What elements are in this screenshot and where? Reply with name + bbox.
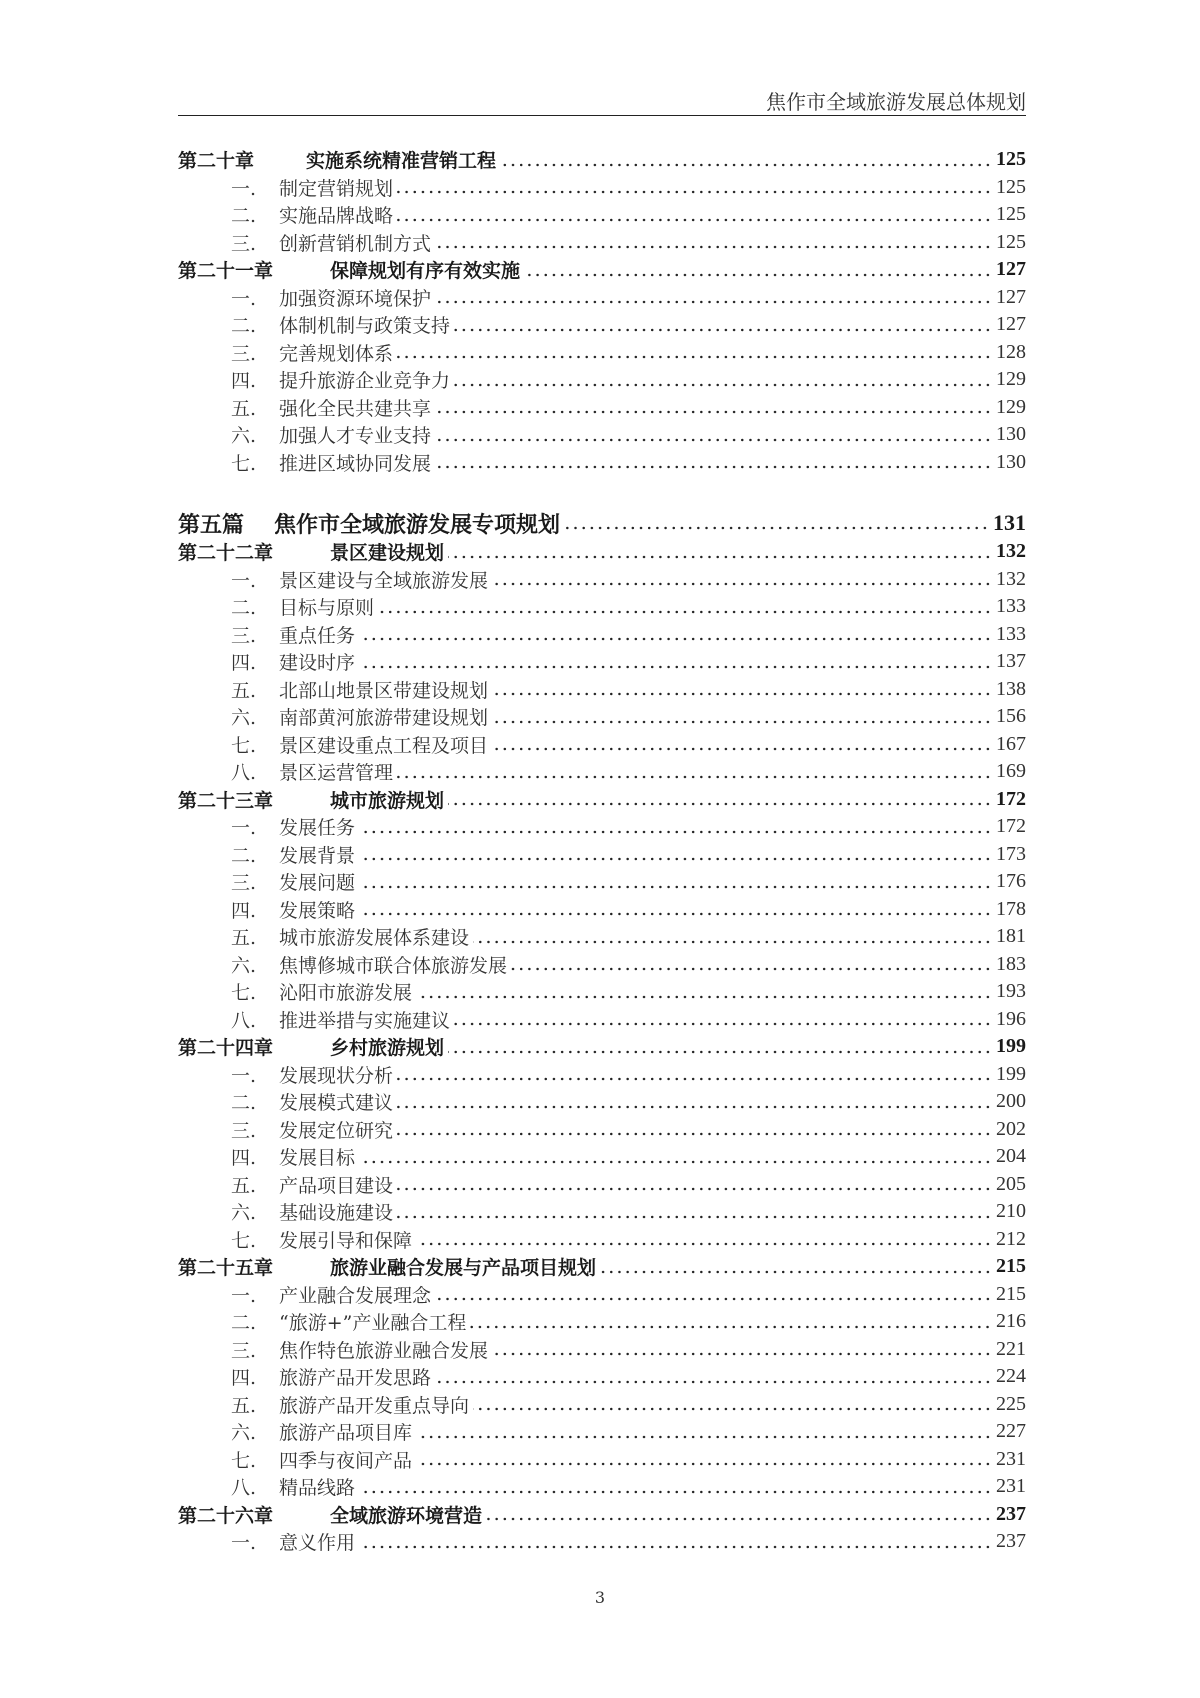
toc-entry-page: 127 xyxy=(996,285,1026,308)
toc-entry-number: 二. xyxy=(231,597,257,620)
toc-dot-leader xyxy=(378,610,992,614)
toc-dot-leader xyxy=(564,526,989,530)
page-number: 3 xyxy=(594,1588,606,1607)
running-header: 焦作市全域旅游发展总体规划 xyxy=(766,90,1026,114)
toc-entry-number: 七. xyxy=(231,1229,257,1252)
toc-dot-leader xyxy=(492,747,992,751)
toc-entry-page: 130 xyxy=(996,450,1026,473)
toc-dot-leader xyxy=(600,1270,992,1274)
toc-entry-page: 129 xyxy=(996,368,1026,391)
toc-entry-page: 205 xyxy=(996,1172,1026,1195)
toc-section-entry[interactable] xyxy=(178,174,1026,202)
toc-entry-title: 制定营销规划 xyxy=(279,177,394,200)
toc-entry-number: 一. xyxy=(231,1284,257,1307)
toc-entry-page: 127 xyxy=(996,313,1026,336)
toc-section-entry[interactable] xyxy=(178,1391,1026,1419)
toc-entry-title: 发展问题 xyxy=(279,872,356,895)
toc-dot-leader xyxy=(397,1077,992,1081)
toc-entry-title: 全域旅游环境营造 xyxy=(330,1504,483,1527)
toc-entry-number: 三. xyxy=(231,342,257,365)
toc-entry-number: 第二十章 xyxy=(178,150,255,173)
toc-entry-page: 199 xyxy=(996,1062,1026,1085)
toc-entry-number: 三. xyxy=(231,1119,257,1142)
toc-section-entry[interactable] xyxy=(178,896,1026,924)
toc-entry-page: 132 xyxy=(996,540,1026,563)
toc-dot-leader xyxy=(359,665,992,669)
toc-entry-page: 199 xyxy=(996,1035,1026,1058)
toc-entry-title: 实施系统精准营销工程 xyxy=(306,150,497,173)
toc-entry-number: 四. xyxy=(231,652,257,675)
toc-entry-title: 旅游产品开发思路 xyxy=(279,1367,432,1390)
toc-section-entry[interactable] xyxy=(178,731,1026,759)
toc-entry-title: 景区建设规划 xyxy=(330,542,445,565)
toc-entry-page: 128 xyxy=(996,340,1026,363)
toc-entry-page: 224 xyxy=(996,1365,1026,1388)
toc-entry-number: 二. xyxy=(231,844,257,867)
toc-entry-page: 125 xyxy=(996,230,1026,253)
toc-section-entry[interactable] xyxy=(178,1198,1026,1226)
toc-entry-page: 129 xyxy=(996,395,1026,418)
toc-entry-page: 200 xyxy=(996,1090,1026,1113)
toc-dot-leader xyxy=(359,885,992,889)
toc-section-entry[interactable] xyxy=(178,1308,1026,1336)
toc-entry-number: 八. xyxy=(231,1009,257,1032)
toc-entry-title: 发展策略 xyxy=(279,899,356,922)
toc-entry-number: 三. xyxy=(231,624,257,647)
toc-section-entry[interactable] xyxy=(178,1418,1026,1446)
toc-dot-leader xyxy=(359,830,992,834)
toc-entry-number: 五. xyxy=(231,1174,257,1197)
toc-entry-number: 七. xyxy=(231,452,257,475)
toc-entry-page: 204 xyxy=(996,1145,1026,1168)
toc-entry-number: 第二十六章 xyxy=(178,1504,274,1527)
toc-dot-leader xyxy=(416,1462,992,1466)
toc-entry-page: 156 xyxy=(996,705,1026,728)
toc-entry-title: 发展引导和保障 xyxy=(279,1229,413,1252)
toc-entry-number: 六. xyxy=(231,1422,257,1445)
toc-chapter-entry[interactable] xyxy=(178,1253,1026,1281)
toc-entry-title: 推进举措与实施建议 xyxy=(279,1009,451,1032)
toc-dot-leader xyxy=(435,465,992,469)
toc-dot-leader xyxy=(492,720,992,724)
toc-entry-title: 焦博修城市联合体旅游发展 xyxy=(279,954,508,977)
toc-dot-leader xyxy=(435,1380,992,1384)
toc-chapter-entry[interactable] xyxy=(178,256,1026,284)
toc-dot-leader xyxy=(470,1325,992,1329)
toc-dot-leader xyxy=(397,1105,992,1109)
toc-entry-title: 焦作特色旅游业融合发展 xyxy=(279,1339,489,1362)
toc-section-entry[interactable] xyxy=(178,813,1026,841)
toc-entry-page: 227 xyxy=(996,1420,1026,1443)
toc-chapter-entry[interactable] xyxy=(178,1033,1026,1061)
toc-dot-leader xyxy=(435,1297,992,1301)
toc-dot-leader xyxy=(397,775,992,779)
toc-entry-number: 二. xyxy=(231,1092,257,1115)
toc-entry-number: 六. xyxy=(231,425,257,448)
toc-entry-number: 八. xyxy=(231,762,257,785)
toc-section-entry[interactable] xyxy=(178,1226,1026,1254)
toc-section-entry[interactable] xyxy=(178,951,1026,979)
toc-section-entry[interactable] xyxy=(178,366,1026,394)
toc-dot-leader xyxy=(397,1215,992,1219)
toc-section-entry[interactable] xyxy=(178,1528,1026,1556)
toc-section-entry[interactable] xyxy=(178,1088,1026,1116)
toc-section-entry[interactable] xyxy=(178,978,1026,1006)
toc-entry-page: 196 xyxy=(996,1007,1026,1030)
toc-entry-number: 四. xyxy=(231,1147,257,1170)
toc-entry-page: 137 xyxy=(996,650,1026,673)
toc-entry-page: 225 xyxy=(996,1392,1026,1415)
toc-section-entry[interactable] xyxy=(178,566,1026,594)
toc-dot-leader xyxy=(511,967,992,971)
toc-entry-title: 发展任务 xyxy=(279,817,356,840)
toc-entry-title: 加强人才专业支持 xyxy=(279,425,432,448)
toc-entry-number: 一. xyxy=(231,569,257,592)
toc-entry-title: “旅游+”产业融合工程 xyxy=(279,1312,467,1335)
toc-entry-page: 173 xyxy=(996,842,1026,865)
toc-entry-title: 北部山地景区带建设规划 xyxy=(279,679,489,702)
toc-entry-page: 130 xyxy=(996,423,1026,446)
toc-section-entry[interactable] xyxy=(178,703,1026,731)
toc-entry-number: 一. xyxy=(231,287,257,310)
toc-dot-leader xyxy=(397,1187,992,1191)
toc-entry-title: 旅游产品项目库 xyxy=(279,1422,413,1445)
toc-entry-title: 发展背景 xyxy=(279,844,356,867)
toc-entry-number: 一. xyxy=(231,1532,257,1555)
toc-entry-page: 183 xyxy=(996,952,1026,975)
toc-chapter-entry[interactable] xyxy=(178,538,1026,566)
toc-entry-page: 167 xyxy=(996,732,1026,755)
toc-section-entry[interactable] xyxy=(178,923,1026,951)
toc-section-entry[interactable] xyxy=(178,1061,1026,1089)
toc-entry-title: 乡村旅游规划 xyxy=(330,1037,445,1060)
toc-dot-leader xyxy=(359,912,992,916)
toc-section-entry[interactable] xyxy=(178,229,1026,257)
toc-entry-number: 五. xyxy=(231,679,257,702)
toc-entry-title: 城市旅游规划 xyxy=(330,789,445,812)
toc-entry-title: 建设时序 xyxy=(279,652,356,675)
toc-dot-leader xyxy=(492,692,992,696)
toc-part-entry[interactable] xyxy=(178,508,1026,538)
toc-entry-number: 二. xyxy=(231,205,257,228)
toc-entry-title: 景区建设与全域旅游发展 xyxy=(279,569,489,592)
toc-entry-title: 基础设施建设 xyxy=(279,1202,394,1225)
toc-entry-page: 131 xyxy=(993,510,1026,535)
toc-entry-page: 237 xyxy=(996,1530,1026,1553)
toc-entry-title: 发展目标 xyxy=(279,1147,356,1170)
toc-dot-leader xyxy=(492,582,992,586)
toc-dot-leader xyxy=(416,1435,992,1439)
toc-entry-title: 强化全民共建共享 xyxy=(279,397,432,420)
toc-section-entry[interactable] xyxy=(178,1116,1026,1144)
toc-entry-page: 172 xyxy=(996,787,1026,810)
toc-entry-page: 169 xyxy=(996,760,1026,783)
toc-entry-title: 产品项目建设 xyxy=(279,1174,394,1197)
toc-entry-number: 八. xyxy=(231,1477,257,1500)
toc-entry-number: 三. xyxy=(231,232,257,255)
toc-entry-page: 172 xyxy=(996,815,1026,838)
toc-entry-page: 178 xyxy=(996,897,1026,920)
toc-entry-number: 六. xyxy=(231,954,257,977)
toc-entry-page: 132 xyxy=(996,567,1026,590)
toc-entry-page: 231 xyxy=(996,1447,1026,1470)
toc-dot-leader xyxy=(416,1242,992,1246)
toc-entry-title: 加强资源环境保护 xyxy=(279,287,432,310)
toc-section-entry[interactable] xyxy=(178,421,1026,449)
toc-entry-title: 提升旅游企业竞争力 xyxy=(279,370,451,393)
toc-entry-number: 七. xyxy=(231,982,257,1005)
toc-dot-leader xyxy=(435,410,992,414)
toc-entry-title: 发展现状分析 xyxy=(279,1064,394,1087)
toc-dot-leader xyxy=(359,637,992,641)
toc-section-entry[interactable] xyxy=(178,201,1026,229)
toc-section-entry[interactable] xyxy=(178,1006,1026,1034)
toc-chapter-entry[interactable] xyxy=(178,146,1026,174)
toc-entry-number: 五. xyxy=(231,927,257,950)
toc-dot-leader xyxy=(359,1490,992,1494)
toc-entry-number: 四. xyxy=(231,899,257,922)
toc-dot-leader xyxy=(448,555,992,559)
toc-entry-title: 保障规划有序有效实施 xyxy=(330,260,521,283)
toc-entry-title: 推进区域协同发展 xyxy=(279,452,432,475)
toc-dot-leader xyxy=(454,1022,992,1026)
toc-dot-leader xyxy=(359,1545,992,1549)
toc-section-entry[interactable] xyxy=(178,394,1026,422)
toc-dot-leader xyxy=(397,190,992,194)
toc-entry-title: 创新营销机制方式 xyxy=(279,232,432,255)
toc-section-entry[interactable] xyxy=(178,841,1026,869)
toc-entry-number: 一. xyxy=(231,817,257,840)
toc-entry-number: 二. xyxy=(231,1312,257,1335)
toc-entry-title: 旅游业融合发展与产品项目规划 xyxy=(330,1257,597,1280)
toc-entry-number: 七. xyxy=(231,1449,257,1472)
toc-entry-page: 231 xyxy=(996,1475,1026,1498)
toc-entry-title: 意义作用 xyxy=(279,1532,356,1555)
toc-entry-page: 221 xyxy=(996,1337,1026,1360)
toc-entry-title: 旅游产品开发重点导向 xyxy=(279,1394,470,1417)
toc-entry-page: 133 xyxy=(996,622,1026,645)
toc-entry-title: 南部黄河旅游带建设规划 xyxy=(279,707,489,730)
toc-section-entry[interactable] xyxy=(178,1281,1026,1309)
toc-entry-page: 125 xyxy=(996,175,1026,198)
toc-section-entry[interactable] xyxy=(178,339,1026,367)
toc-entry-page: 193 xyxy=(996,980,1026,1003)
toc-entry-page: 215 xyxy=(996,1282,1026,1305)
toc-section-entry[interactable] xyxy=(178,1143,1026,1171)
toc-entry-number: 六. xyxy=(231,1202,257,1225)
toc-entry-number: 第二十三章 xyxy=(178,789,274,812)
toc-entry-number: 六. xyxy=(231,707,257,730)
toc-entry-title: 发展模式建议 xyxy=(279,1092,394,1115)
toc-entry-page: 125 xyxy=(996,203,1026,226)
toc-dot-leader xyxy=(435,300,992,304)
table-of-contents xyxy=(178,146,1026,1556)
toc-dot-leader xyxy=(359,857,992,861)
toc-entry-page: 210 xyxy=(996,1200,1026,1223)
toc-dot-leader xyxy=(454,383,992,387)
toc-dot-leader xyxy=(448,1050,992,1054)
toc-entry-number: 三. xyxy=(231,872,257,895)
toc-entry-number: 七. xyxy=(231,734,257,757)
toc-entry-number: 第二十五章 xyxy=(178,1257,274,1280)
toc-entry-number: 一. xyxy=(231,177,257,200)
toc-entry-title: 体制机制与政策支持 xyxy=(279,315,451,338)
toc-entry-number: 三. xyxy=(231,1339,257,1362)
toc-dot-leader xyxy=(524,273,992,277)
toc-entry-title: 完善规划体系 xyxy=(279,342,394,365)
toc-entry-title: 目标与原则 xyxy=(279,597,375,620)
toc-entry-title: 产业融合发展理念 xyxy=(279,1284,432,1307)
toc-dot-leader xyxy=(473,1407,992,1411)
toc-entry-page: 212 xyxy=(996,1227,1026,1250)
toc-entry-title: 沁阳市旅游发展 xyxy=(279,982,413,1005)
toc-entry-number: 四. xyxy=(231,370,257,393)
toc-dot-leader xyxy=(486,1517,992,1521)
toc-entry-number: 第二十二章 xyxy=(178,542,274,565)
toc-section-entry[interactable] xyxy=(178,1336,1026,1364)
toc-chapter-entry[interactable] xyxy=(178,1501,1026,1529)
toc-section-entry[interactable] xyxy=(178,758,1026,786)
toc-entry-title: 发展定位研究 xyxy=(279,1119,394,1142)
toc-entry-title: 四季与夜间产品 xyxy=(279,1449,413,1472)
toc-entry-title: 精品线路 xyxy=(279,1477,356,1500)
toc-entry-title: 焦作市全域旅游发展专项规划 xyxy=(274,511,561,538)
toc-entry-number: 第二十四章 xyxy=(178,1037,274,1060)
toc-chapter-entry[interactable] xyxy=(178,786,1026,814)
toc-entry-page: 127 xyxy=(996,258,1026,281)
toc-entry-page: 125 xyxy=(996,148,1026,171)
toc-section-entry[interactable] xyxy=(178,868,1026,896)
toc-entry-number: 一. xyxy=(231,1064,257,1087)
toc-entry-number: 第五篇 xyxy=(178,511,245,538)
toc-entry-page: 237 xyxy=(996,1502,1026,1525)
toc-entry-page: 202 xyxy=(996,1117,1026,1140)
toc-entry-title: 实施品牌战略 xyxy=(279,205,394,228)
toc-entry-page: 133 xyxy=(996,595,1026,618)
toc-entry-number: 第二十一章 xyxy=(178,260,274,283)
toc-section-entry[interactable] xyxy=(178,284,1026,312)
toc-entry-number: 五. xyxy=(231,397,257,420)
toc-section-entry[interactable] xyxy=(178,1446,1026,1474)
toc-section-entry[interactable] xyxy=(178,621,1026,649)
toc-dot-leader xyxy=(397,1132,992,1136)
toc-entry-page: 216 xyxy=(996,1310,1026,1333)
toc-section-entry[interactable] xyxy=(178,593,1026,621)
toc-section-entry[interactable] xyxy=(178,648,1026,676)
toc-dot-leader xyxy=(435,245,992,249)
toc-section-entry[interactable] xyxy=(178,311,1026,339)
toc-entry-number: 四. xyxy=(231,1367,257,1390)
toc-section-entry[interactable] xyxy=(178,1363,1026,1391)
toc-dot-leader xyxy=(473,940,992,944)
toc-dot-leader xyxy=(492,1352,992,1356)
toc-dot-leader xyxy=(416,995,992,999)
toc-entry-number: 二. xyxy=(231,315,257,338)
toc-dot-leader xyxy=(500,163,992,167)
toc-entry-title: 城市旅游发展体系建设 xyxy=(279,927,470,950)
toc-entry-title: 景区运营管理 xyxy=(279,762,394,785)
toc-entry-page: 181 xyxy=(996,925,1026,948)
header-rule xyxy=(178,115,1026,116)
toc-section-entry[interactable] xyxy=(178,1171,1026,1199)
toc-dot-leader xyxy=(397,355,992,359)
toc-entry-number: 五. xyxy=(231,1394,257,1417)
toc-section-entry[interactable] xyxy=(178,676,1026,704)
toc-dot-leader xyxy=(435,438,992,442)
toc-dot-leader xyxy=(448,802,992,806)
toc-dot-leader xyxy=(359,1160,992,1164)
toc-entry-title: 重点任务 xyxy=(279,624,356,647)
toc-dot-leader xyxy=(454,328,992,332)
toc-entry-title: 景区建设重点工程及项目 xyxy=(279,734,489,757)
toc-dot-leader xyxy=(397,218,992,222)
toc-entry-page: 138 xyxy=(996,677,1026,700)
toc-section-entry[interactable] xyxy=(178,1473,1026,1501)
toc-section-entry[interactable] xyxy=(178,449,1026,477)
toc-entry-page: 176 xyxy=(996,870,1026,893)
toc-entry-page: 215 xyxy=(996,1255,1026,1278)
